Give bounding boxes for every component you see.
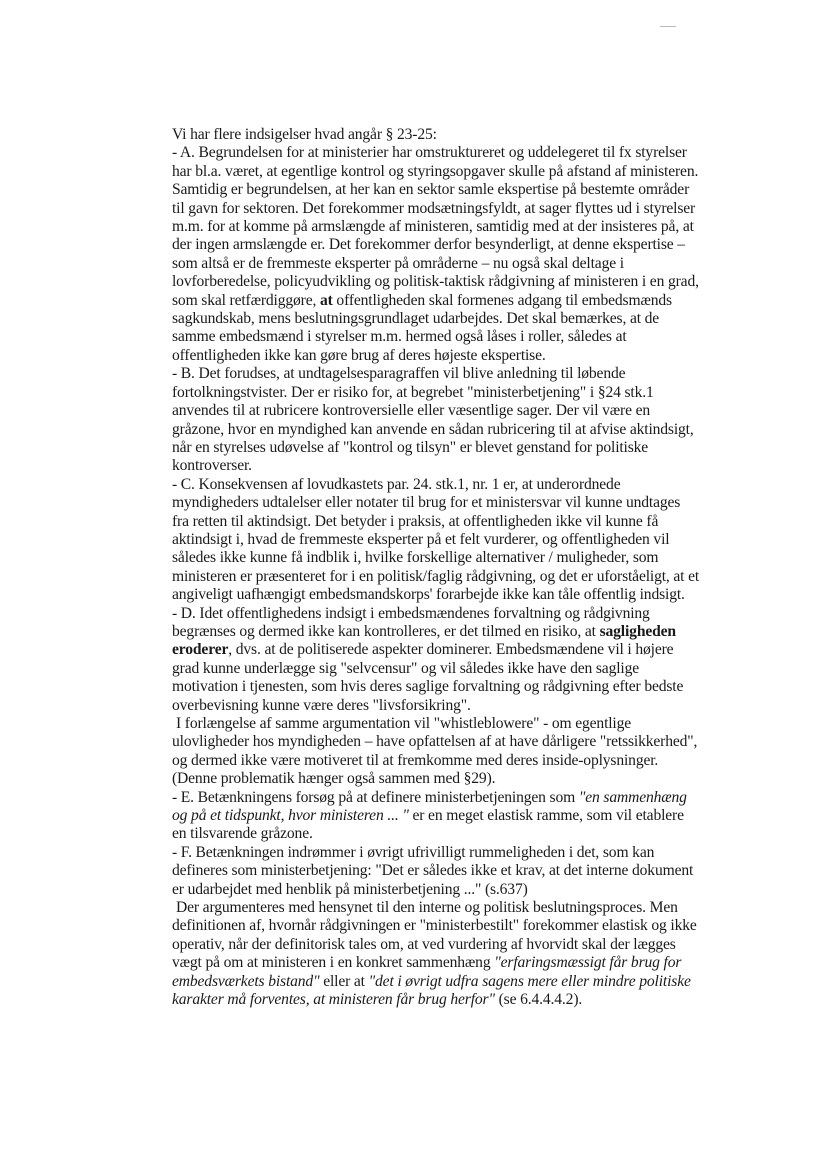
text-run: er udarbejdet med henblik på ministerbetjening ..." (s.637): [172, 880, 528, 898]
italic-quote: "det i øvrigt udfra sagens mere eller mindre politiske: [368, 972, 691, 990]
text-run: Vi har flere indsigelser hvad angår § 23-25:: [172, 126, 437, 143]
text-run: offentligheden ikke kan gøre brug af deres højeste ekspertise.: [172, 346, 546, 364]
text-run: anvendes til at rubricere kontroversielle eller væsentlige sager. Der vil være en: [172, 402, 651, 420]
text-line: [172, 954, 756, 972]
text-line: [172, 678, 756, 696]
text-run: - F. Betænkningen indrømmer i øvrigt ufrivilligt rummeligheden i det, som kan: [172, 843, 655, 861]
text-line: [172, 641, 756, 659]
italic-quote: "erfaringsmæssigt får brug for: [494, 954, 682, 972]
bold-text: eroderer: [172, 641, 229, 659]
text-line: [172, 605, 756, 623]
italic-quote: karakter må forventes, at ministeren får brug herfor": [172, 991, 495, 1009]
text-run: myndigheders udtalelser eller notater til brug for et ministersvar vil kunne undtages: [172, 494, 681, 512]
text-line: [172, 881, 756, 899]
text-run: defineres som ministerbetjening: "Det er således ikke et krav, at det interne dokument: [172, 862, 694, 880]
text-line: [172, 181, 756, 199]
text-line: [172, 733, 756, 751]
text-run: m.m. for at komme på armslængde af ministeren, samtidig med at der insisteres på, at: [172, 218, 694, 236]
bold-text: at: [319, 291, 333, 309]
text-line: [172, 531, 756, 549]
text-line: [172, 365, 756, 383]
text-run: Der argumenteres med hensynet til den interne og politisk beslutningsproces. Men: [176, 899, 678, 917]
text-run: overbevisning kunne være deres "livsforsikring".: [172, 696, 471, 714]
text-line: [172, 439, 756, 457]
text-run: fra retten til aktindsigt. Det betyder i praksis, at offentligheden ikke vil kunne få: [172, 512, 659, 530]
text-run: som altså er de fremmeste eksperter på områderne – nu også skal deltage i: [172, 254, 624, 272]
text-line: [172, 623, 756, 641]
text-line: [172, 862, 756, 880]
text-run: gråzone, hvor en myndighed kan anvende en sådan rubricering til at afvise aktindsigt,: [172, 420, 694, 438]
text-line: [172, 457, 756, 475]
text-line: [172, 513, 756, 531]
text-run: begrænses og dermed ikke kan kontrolleres, er det tilmed en risiko, at: [172, 622, 600, 640]
text-line: [172, 310, 756, 328]
text-line: [172, 825, 756, 843]
text-run: , dvs. at de politiserede aspekter dominerer. Embedsmændene vil i højere: [228, 641, 674, 659]
text-run: der ingen armslængde er. Det forekommer derfor besynderligt, at denne ekspertise –: [172, 236, 685, 254]
text-run: ministeren er præsenteret for i en politisk/faglig rådgivning, og det er uforståeligt, at et: [172, 567, 700, 585]
text-line: [172, 126, 756, 144]
text-line: [172, 697, 756, 715]
text-run: eller at: [319, 972, 369, 990]
scan-artifact-mark: [660, 26, 676, 27]
italic-quote: og på et tidspunkt, hvor ministeren ... ": [172, 807, 409, 825]
text-line: [172, 236, 756, 254]
text-line: [172, 715, 756, 733]
document-body: [172, 126, 756, 1010]
text-run: offentligheden skal formenes adgang til embedsmænds: [332, 291, 672, 309]
text-line: [172, 200, 756, 218]
text-line: [172, 549, 756, 567]
text-run: definitionen af, hvornår rådgivningen er "ministerbestilt" forekommer elastisk og ikke: [172, 917, 697, 935]
text-run: når en styrelses udøvelse af "kontrol og tilsyn" er blevet genstand for politiske: [172, 438, 649, 456]
text-line: [172, 660, 756, 678]
text-run: kontroverser.: [172, 457, 252, 475]
text-line: [172, 292, 756, 310]
text-line: [172, 586, 756, 604]
text-run: I forlængelse af samme argumentation vil "whistleblowere" - om egentlige: [176, 715, 632, 732]
text-line: [172, 899, 756, 917]
text-run: til gavn for sektoren. Det forekommer modsætningsfyldt, at sager flyttes ud i styrelser: [172, 199, 696, 217]
text-run: - E. Betænkningens forsøg på at definere ministerbetjeningen som: [172, 788, 579, 806]
text-run: og dermed ikke være motiveret til at fremkomme med deres inside-oplysninger.: [172, 751, 659, 769]
text-run: - C. Konsekvensen af lovudkastets par. 24. stk.1, nr. 1 er, at underordnede: [172, 475, 621, 493]
text-line: [172, 347, 756, 365]
text-line: [172, 494, 756, 512]
text-line: [172, 844, 756, 862]
text-line: [172, 973, 756, 991]
text-run: samme embedsmænd i styrelser m.m. hermed også låses i roller, således at: [172, 328, 627, 346]
text-run: som skal retfærdiggøre,: [172, 291, 320, 309]
text-run: (Denne problematik hænger også sammen med §29).: [172, 770, 496, 788]
text-line: [172, 936, 756, 954]
text-run: en tilsvarende gråzone.: [172, 825, 313, 843]
text-run: fortolkningstvister. Der er risiko for, at begrebet "ministerbetjening" i §24 stk.1: [172, 383, 654, 401]
text-line: [172, 421, 756, 439]
text-run: operativ, når der definitorisk tales om, at ved vurdering af hvorvidt skal der lægges: [172, 935, 676, 953]
text-line: [172, 789, 756, 807]
text-run: angiveligt uafhængigt embedsmandskorps' forarbejde ikke kan tåle offentlig indsigt.: [172, 586, 685, 604]
text-line: [172, 807, 756, 825]
text-line: [172, 991, 756, 1009]
text-run: aktindsigt i, hvad de fremmeste eksperter på et felt vurderer, og offentligheden vil: [172, 530, 670, 548]
text-run: motivation i tjenesten, som hvis deres saglige forvaltning og rådgivning efter bedste: [172, 678, 684, 696]
text-run: vægt på om at ministeren i en konkret sammenhæng: [172, 954, 495, 972]
text-run: ulovligheder hos myndigheden – have opfattelsen af at have dårligere "retssikkerhed",: [172, 733, 698, 751]
text-run: sagkundskab, mens beslutningsgrundlaget udarbejdes. Det skal bemærkes, at de: [172, 310, 660, 328]
text-line: [172, 752, 756, 770]
text-line: [172, 402, 756, 420]
text-run: således ikke kunne få indblik i, hvilke forskellige alternativer / muligheder, som: [172, 549, 659, 567]
text-line: [172, 568, 756, 586]
text-run: er en meget elastisk ramme, som vil etablere: [408, 807, 684, 825]
text-line: [172, 384, 756, 402]
text-line: [172, 770, 756, 788]
text-run: - D. Idet offentlighedens indsigt i embedsmændenes forvaltning og rådgivning: [172, 604, 650, 622]
text-run: har bl.a. været, at egentlige kontrol og styringsopgaver skulle på afstand af ministeren.: [172, 162, 699, 180]
text-run: Samtidig er begrundelsen, at her kan en sektor samle ekspertise på bestemte områder: [172, 181, 690, 199]
text-line: [172, 144, 756, 162]
text-line: [172, 328, 756, 346]
text-line: [172, 917, 756, 935]
text-run: - B. Det forudses, at undtagelsesparagraffen vil blive anledning til løbende: [172, 365, 626, 383]
text-line: [172, 163, 756, 181]
text-line: [172, 476, 756, 494]
text-run: - A. Begrundelsen for at ministerier har omstruktureret og uddelegeret til fx styrelser: [172, 144, 687, 162]
text-run: lovforberedelse, policyudvikling og politisk-taktisk rådgivning af ministeren i en grad,: [172, 273, 699, 291]
text-run: (se 6.4.4.4.2).: [494, 991, 583, 1009]
text-line: [172, 218, 756, 236]
italic-quote: "en sammenhæng: [578, 788, 687, 806]
text-line: [172, 255, 756, 273]
text-run: grad kunne underlægge sig "selvcensur" og vil således ikke have den saglige: [172, 659, 640, 677]
text-line: [172, 273, 756, 291]
bold-text: sagligheden: [599, 622, 676, 640]
italic-quote: embedsværkets bistand": [172, 972, 320, 990]
